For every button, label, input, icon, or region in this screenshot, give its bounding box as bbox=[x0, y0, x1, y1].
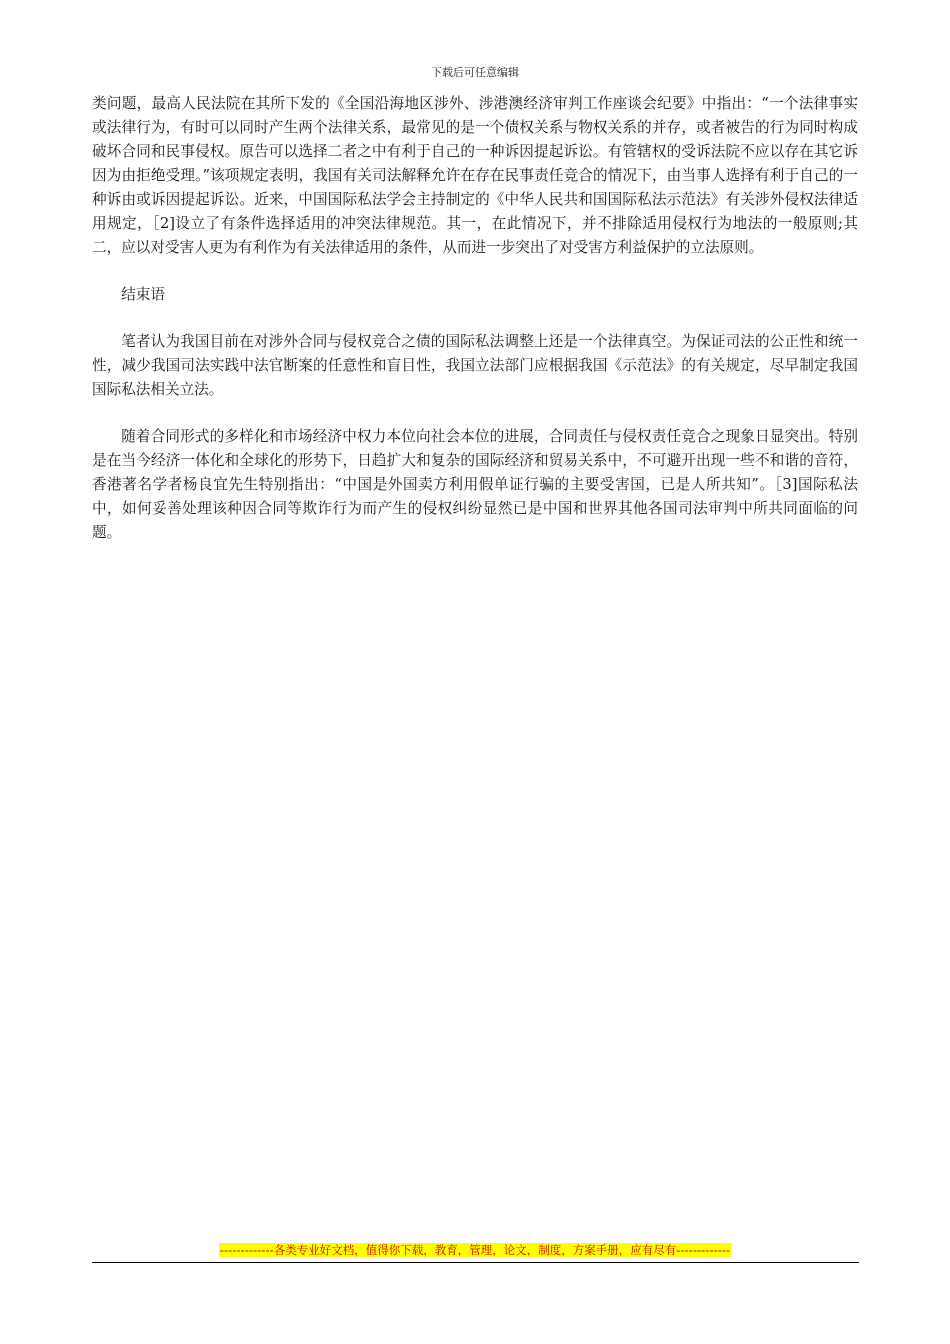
section-heading-conclusion: 结束语 bbox=[121, 286, 165, 303]
document-body bbox=[92, 92, 858, 545]
paragraph-continued: 类问题，最高人民法院在其所下发的《全国沿海地区涉外、涉港澳经济审判工作座谈会纪要》中指出：“一个法律事实或法律行为，有时可以同时产生两个法律关系，最常见的是一个债权关系与物权关系的并存，或者被告的行为同时构成破坏合同和民事侵权。原告可以选择二者之中有利于自己的一种诉因提起诉讼。有管辖权的受诉法院不应以存在其它诉因为由拒绝受理。”该项规定表明，我国有关司法解释允许在存在民事责任竞合的情况下，由当事人选择有利于自己的一种诉由或诉因提起诉讼。近来，中国国际私法学会主持制定的《中华人民共和国国际私法示范法》有关涉外侵权法律适用规定，［2]设立了有条件选择适用的冲突法律规范。其一，在此情况下，并不排除适用侵权行为地法的一般原则;其二，应以对受害人更为有利作为有关法律适用的条件，从而进一步突出了对受害方利益保护的立法原则。 bbox=[92, 95, 858, 256]
footer-banner-text: -------------各类专业好文档，值得你下载，教育，管理，论文，制度，方案手册，应有尽有------------- bbox=[219, 1243, 731, 1257]
footer-banner bbox=[0, 1243, 950, 1258]
footer-divider bbox=[92, 1262, 859, 1263]
paragraph-conclusion-1: 笔者认为我国目前在对涉外合同与侵权竞合之债的国际私法调整上还是一个法律真空。为保证司法的公正性和统一性，减少我国司法实践中法官断案的任意性和盲目性，我国立法部门应根据我国《示范法》的有关规定，尽早制定我国国际私法相关立法。 bbox=[92, 333, 858, 398]
page-header: 下载后可任意编辑 bbox=[431, 66, 519, 79]
paragraph-conclusion-2: 随着合同形式的多样化和市场经济中权力本位向社会本位的进展，合同责任与侵权责任竞合之现象日显突出。特别是在当今经济一体化和全球化的形势下，日趋扩大和复杂的国际经济和贸易关系中，不可避开出现一些不和谐的音符，香港著名学者杨良宜先生特别指出：“中国是外国卖方利用假单证行骗的主要受害国，已是人所共知”。［3]国际私法中，如何妥善处理该种因合同等欺诈行为而产生的侵权纠纷显然已是中国和世界其他各国司法审判中所共同面临的问题。 bbox=[92, 428, 858, 541]
